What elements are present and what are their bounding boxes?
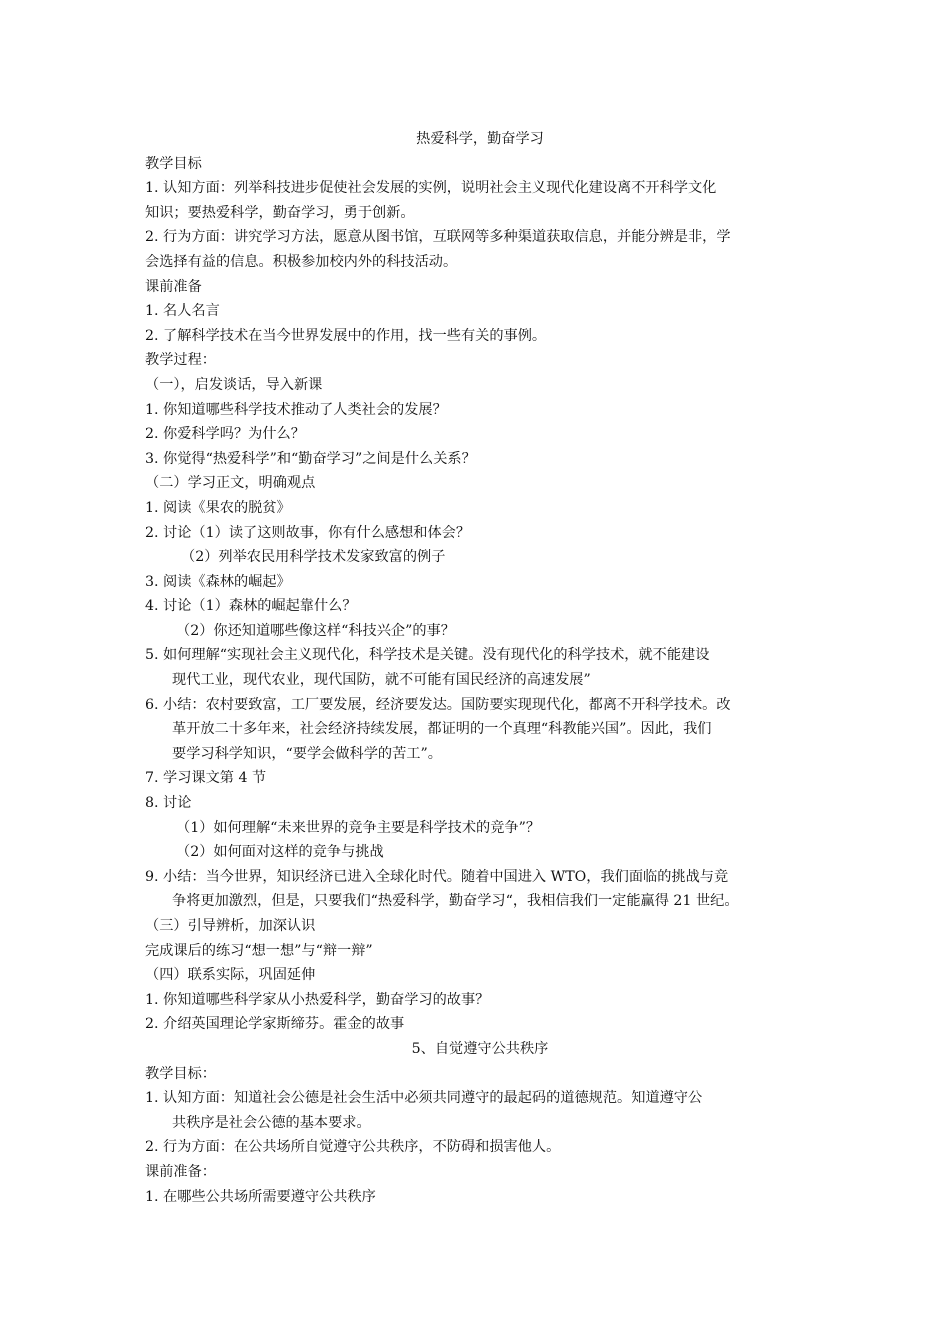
text-line: （2）列举农民用科学技术发家致富的例子 — [181, 549, 446, 566]
text-line: 1. 你知道哪些科学技术推动了人类社会的发展？ — [145, 401, 447, 418]
text-line: 3. 你觉得“热爱科学”和“勤奋学习”之间是什么关系？ — [145, 450, 476, 467]
text-line: 课前准备 — [145, 278, 202, 295]
text-line: 课前准备： — [145, 1163, 216, 1180]
text-line: 7. 学习课文第 4 节 — [145, 770, 267, 787]
text-line: 3. 阅读《森林的崛起》 — [145, 573, 291, 590]
text-line: （三）引导辨析，加深认识 — [145, 918, 316, 934]
text-line: 争将更加激烈，但是，只要我们“热爱科学，勤奋学习“，我相信我们一定能赢得 21 世纪。 — [172, 893, 739, 910]
text-line: （一），启发谈话，导入新课 — [145, 376, 323, 393]
text-line: 教学目标： — [145, 1065, 216, 1082]
text-line: （2）你还知道哪些像这样“科技兴企”的事？ — [176, 622, 455, 639]
text-line: 会选择有益的信息。积极参加校内外的科技活动。 — [145, 253, 458, 270]
text-line: 5. 如何理解“实现社会主义现代化，科学技术是关键。没有现代化的科学技术，就不能建设 — [145, 647, 710, 664]
text-line: 完成课后的练习“想一想”与“辩一辩” — [145, 942, 373, 959]
text-line: 2. 介绍英国理论学家斯缔芬。霍金的故事 — [145, 1016, 405, 1033]
text-line: 2. 行为方面：讲究学习方法，愿意从图书馆，互联网等多种渠道获取信息，并能分辨是非，学 — [145, 229, 731, 246]
text-line: 1. 名人名言 — [145, 303, 220, 320]
text-line: 2. 行为方面：在公共场所自觉遵守公共秩序，不防碍和损害他人。 — [145, 1139, 561, 1156]
text-line: 2. 你爱科学吗？为什么？ — [145, 426, 305, 443]
text-line: （2）如何面对这样的竞争与挑战 — [176, 844, 384, 861]
text-line: （四）联系实际，巩固延伸 — [145, 967, 316, 984]
text-line: 2. 了解科学技术在当今世界发展中的作用，找一些有关的事例。 — [145, 327, 547, 344]
text-line: 1. 阅读《果农的脱贫》 — [145, 499, 291, 516]
text-line: 教学过程： — [145, 352, 216, 369]
document-page — [145, 127, 815, 1209]
section-title: 热爱科学，勤奋学习 — [416, 131, 544, 147]
text-line: 教学目标 — [145, 155, 202, 172]
text-line: 4. 讨论（1）森林的崛起靠什么？ — [145, 598, 357, 615]
text-line: 1. 认知方面：知道社会公德是社会生活中必须共同遵守的最起码的道德规范。知道遵守公 — [145, 1090, 703, 1107]
text-line: 现代工业，现代农业，现代国防，就不可能有国民经济的高速发展” — [172, 672, 591, 689]
text-line: 1. 在哪些公共场所需要遵守公共秩序 — [145, 1188, 376, 1205]
text-line: 1. 认知方面：列举科技进步促使社会发展的实例，说明社会主义现代化建设离不开科学文化 — [145, 180, 717, 197]
text-line: 8. 讨论 — [145, 795, 192, 812]
text-line: （1）如何理解“未来世界的竞争主要是科学技术的竞争”？ — [176, 819, 541, 836]
text-line: （二）学习正文，明确观点 — [145, 475, 316, 492]
text-line: 1. 你知道哪些科学家从小热爱科学，勤奋学习的故事？ — [145, 991, 490, 1008]
text-line: 6. 小结：农村要致富，工厂要发展，经济要发达。国防要实现现代化，都离不开科学技术。改 — [145, 696, 731, 713]
text-line: 要学习科学知识，“要学会做科学的苦工”。 — [172, 745, 442, 762]
text-line: 2. 讨论（1）读了这则故事，你有什么感想和体会？ — [145, 524, 471, 541]
section-title: 5、自觉遵守公共秩序 — [411, 1040, 549, 1057]
text-line: 9. 小结：当今世界，知识经济已进入全球化时代。随着中国进入 WTO，我们面临的挑战与竞 — [145, 868, 729, 885]
text-line: 知识；要热爱科学，勤奋学习，勇于创新。 — [145, 204, 415, 221]
text-line: 革开放二十多年来，社会经济持续发展，都证明的一个真理“科教能兴国”。因此，我们 — [172, 721, 712, 738]
text-line: 共秩序是社会公德的基本要求。 — [172, 1114, 371, 1131]
